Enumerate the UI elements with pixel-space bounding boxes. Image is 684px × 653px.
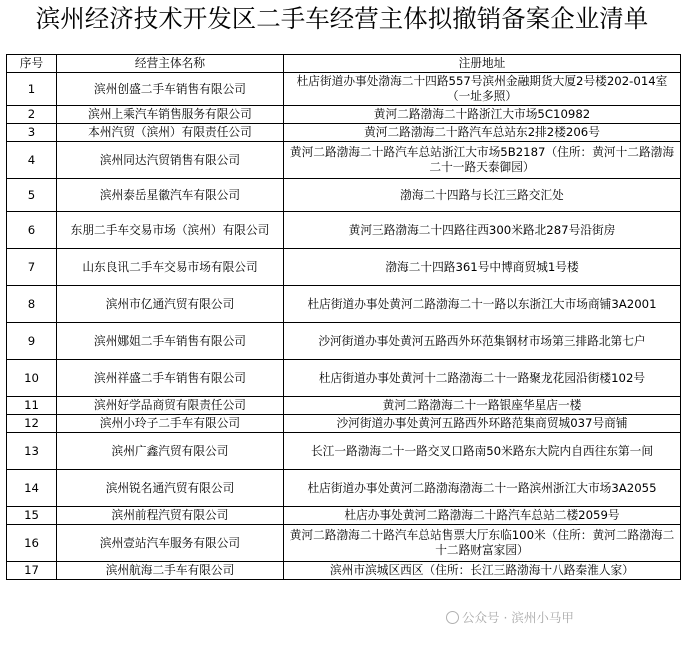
watermark (446, 608, 574, 626)
table-row (7, 179, 681, 212)
cell-address: 黄河二路渤海二十一路银座华星店一楼 (284, 397, 681, 415)
cell-address: 杜店街道办事处黄河十二路渤海二十一路聚龙花园沿街楼102号 (284, 360, 681, 397)
table-row (7, 562, 681, 580)
table-row (7, 397, 681, 415)
cell-address: 滨州市滨城区西区（住所：长江三路渤海十八路秦淮人家） (284, 562, 681, 580)
table-row (7, 525, 681, 562)
cell-address: 沙河街道办事处黄河五路西外环路范集商贸城037号商铺 (284, 415, 681, 433)
table-row (7, 249, 681, 286)
table-row (7, 433, 681, 470)
cell-name: 滨州广鑫汽贸有限公司 (57, 433, 284, 470)
cell-name: 本州汽贸（滨州）有限责任公司 (57, 124, 284, 142)
cell-no: 3 (7, 124, 57, 142)
cell-name: 滨州娜姐二手车销售有限公司 (57, 323, 284, 360)
cell-address: 黄河二路渤海二十路汽车总站东2排2楼206号 (284, 124, 681, 142)
cell-address: 黄河二路渤海二十路汽车总站售票大厅东临100米（住所：黄河二路渤海二十二路财富家园） (284, 525, 681, 562)
cell-no: 6 (7, 212, 57, 249)
header-name: 经营主体名称 (57, 55, 284, 73)
table-row (7, 124, 681, 142)
cell-no: 11 (7, 397, 57, 415)
table-row (7, 212, 681, 249)
cell-no: 5 (7, 179, 57, 212)
cell-no: 13 (7, 433, 57, 470)
cell-no: 4 (7, 142, 57, 179)
cell-address: 杜店街道办事处渤海二十四路557号滨州金融期货大厦2号楼202-014室（一址多照） (284, 73, 681, 106)
cell-no: 9 (7, 323, 57, 360)
table-row (7, 470, 681, 507)
cell-address: 杜店办事处黄河二路渤海二十路汽车总站二楼2059号 (284, 507, 681, 525)
cell-no: 12 (7, 415, 57, 433)
table-row (7, 286, 681, 323)
cell-name: 滨州航海二手车有限公司 (57, 562, 284, 580)
cell-name: 滨州泰岳星徽汽车有限公司 (57, 179, 284, 212)
table-row (7, 323, 681, 360)
cell-address: 渤海二十四路361号中博商贸城1号楼 (284, 249, 681, 286)
cell-address: 杜店街道办事处黄河二路渤海渤海二十一路滨州浙江大市场3A2055 (284, 470, 681, 507)
document-title: 滨州经济技术开发区二手车经营主体拟撤销备案企业清单 (35, 4, 649, 33)
cell-address: 渤海二十四路与长江三路交汇处 (284, 179, 681, 212)
cell-name: 滨州上乘汽车销售服务有限公司 (57, 106, 284, 124)
cell-name: 滨州创盛二手车销售有限公司 (57, 73, 284, 106)
cell-address: 杜店街道办事处黄河二路渤海二十一路以东浙江大市场商铺3A2001 (284, 286, 681, 323)
cell-no: 14 (7, 470, 57, 507)
wechat-logo-icon (446, 611, 459, 624)
cell-address: 沙河街道办事处黄河五路西外环范集钢材市场第三排路北第七户 (284, 323, 681, 360)
cell-no: 16 (7, 525, 57, 562)
cell-name: 滨州锐名通汽贸有限公司 (57, 470, 284, 507)
cell-no: 2 (7, 106, 57, 124)
cell-no: 17 (7, 562, 57, 580)
cell-name: 东朋二手车交易市场（滨州）有限公司 (57, 212, 284, 249)
cell-no: 15 (7, 507, 57, 525)
table-row (7, 360, 681, 397)
cell-name: 滨州好学品商贸有限责任公司 (57, 397, 284, 415)
cell-address: 长江一路渤海二十一路交叉口路南50米路东大院内自西往东第一间 (284, 433, 681, 470)
cell-name: 滨州市亿通汽贸有限公司 (57, 286, 284, 323)
cell-name: 山东良讯二手车交易市场有限公司 (57, 249, 284, 286)
cell-name: 滨州同达汽贸销售有限公司 (57, 142, 284, 179)
table-row (7, 507, 681, 525)
table-row (7, 415, 681, 433)
cell-no: 7 (7, 249, 57, 286)
cell-name: 滨州前程汽贸有限公司 (57, 507, 284, 525)
cell-address: 黄河三路渤海二十四路往西300米路北287号沿街房 (284, 212, 681, 249)
cell-no: 1 (7, 73, 57, 106)
table-header-row (7, 55, 681, 73)
cell-name: 滨州祥盛二手车销售有限公司 (57, 360, 284, 397)
enterprise-list-table (6, 54, 681, 580)
cell-address: 黄河二路渤海二十路汽车总站浙江大市场5B2187（住所：黄河十二路渤海二十一路天泰御园） (284, 142, 681, 179)
cell-name: 滨州小玲子二手车有限公司 (57, 415, 284, 433)
table-row (7, 142, 681, 179)
cell-address: 黄河二路渤海二十路浙江大市场5C10982 (284, 106, 681, 124)
cell-no: 10 (7, 360, 57, 397)
watermark-text: 公众号 · 滨州小马甲 (462, 610, 574, 625)
header-address: 注册地址 (284, 55, 681, 73)
cell-name: 滨州壹站汽车服务有限公司 (57, 525, 284, 562)
table-row (7, 73, 681, 106)
cell-no: 8 (7, 286, 57, 323)
table-row (7, 106, 681, 124)
header-no: 序号 (7, 55, 57, 73)
